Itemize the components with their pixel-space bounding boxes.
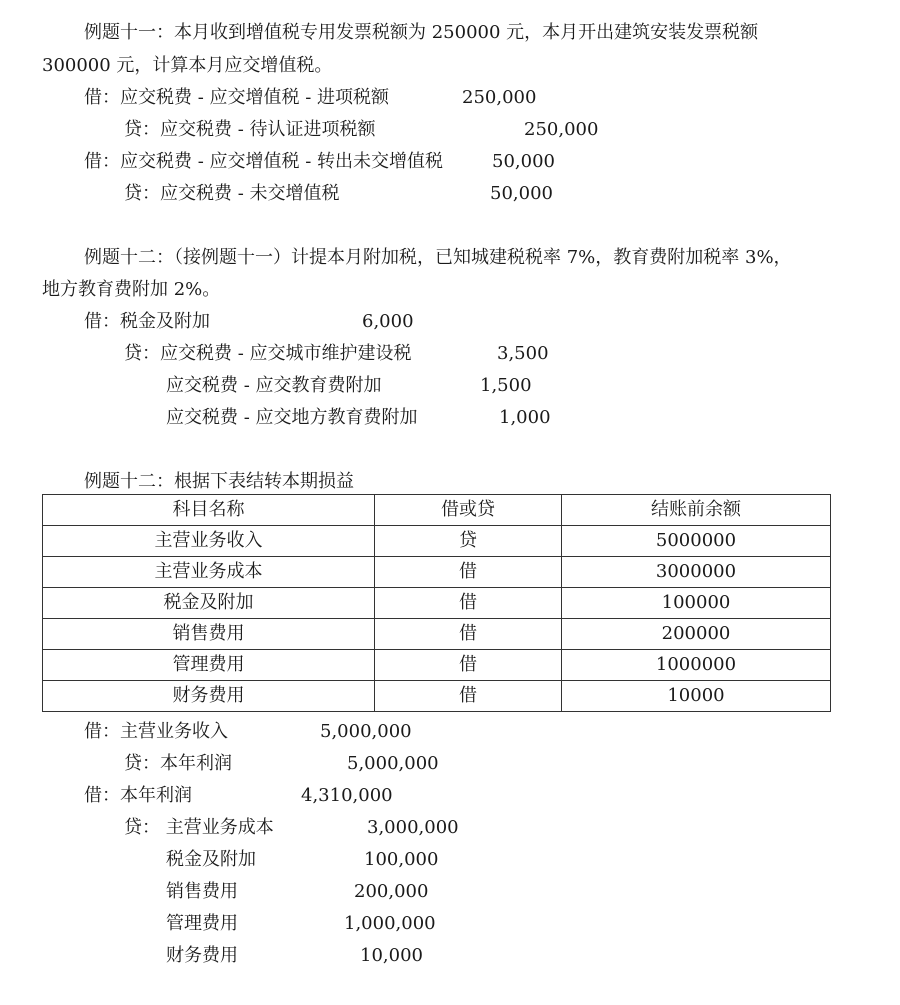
ex12b-entry-label: 财务费用 (166, 945, 238, 966)
cell-account: 销售费用 (43, 619, 375, 650)
ex12b-entry-amount: 5,000,000 (320, 721, 412, 742)
ex12a-entry-label: 应交税费 - 应交地方教育费附加 (166, 407, 418, 428)
ex12b-entry-label: 管理费用 (166, 913, 238, 934)
ex11-question-line1: 例题十一：本月收到增值税专用发票税额为 250000 元，本月开出建筑安装发票税额 (84, 22, 759, 43)
ex12a-question-line1: 例题十二：（接例题十一）计提本月附加税，已知城建税税率 7%，教育费附加税率 3%， (84, 247, 792, 268)
ex12a-entry-amount: 1,500 (480, 375, 532, 396)
table-row (43, 557, 831, 588)
ex12b-entry-amount: 100,000 (364, 849, 439, 870)
ex12b-entry-amount: 1,000,000 (344, 913, 436, 934)
col-header-account: 科目名称 (43, 495, 375, 526)
cell-balance: 5000000 (562, 526, 831, 557)
ex12b-entry-amount: 200,000 (354, 881, 429, 902)
cell-balance: 3000000 (562, 557, 831, 588)
ex12b-entry-amount: 5,000,000 (347, 753, 439, 774)
cell-account: 主营业务收入 (43, 526, 375, 557)
table-header-row (43, 495, 831, 526)
ex12a-entry-amount: 1,000 (499, 407, 551, 428)
ex12a-entry-label: 应交税费 - 应交教育费附加 (166, 375, 382, 396)
table-row (43, 650, 831, 681)
ex11-entry-amount: 50,000 (492, 151, 555, 172)
ex12b-entry-amount: 3,000,000 (367, 817, 459, 838)
cell-account: 税金及附加 (43, 588, 375, 619)
cell-direction: 借 (375, 588, 562, 619)
ex12b-entry-label: 借：本年利润 (84, 785, 192, 806)
ex12b-entry-label: 贷：本年利润 (124, 753, 232, 774)
col-header-direction: 借或贷 (375, 495, 562, 526)
ex11-entry-label: 贷：应交税费 - 未交增值税 (124, 183, 340, 204)
cell-balance: 100000 (562, 588, 831, 619)
ex12b-entry-label: 贷： 主营业务成本 (124, 817, 274, 838)
ex11-entry-amount: 250,000 (524, 119, 599, 140)
ex12a-entry-label: 借：税金及附加 (84, 311, 210, 332)
ex11-entry-amount: 250,000 (462, 87, 537, 108)
ex11-question-line2: 300000 元，计算本月应交增值税。 (42, 55, 333, 76)
ex12b-title: 例题十二：根据下表结转本期损益 (84, 471, 354, 492)
ex12a-entry-amount: 3,500 (497, 343, 549, 364)
table-row (43, 681, 831, 712)
col-header-balance: 结账前余额 (562, 495, 831, 526)
cell-balance: 1000000 (562, 650, 831, 681)
table-row (43, 588, 831, 619)
table-row (43, 526, 831, 557)
cell-balance: 200000 (562, 619, 831, 650)
ex11-entry-label: 贷：应交税费 - 待认证进项税额 (124, 119, 376, 140)
ex12b-entry-label: 税金及附加 (166, 849, 256, 870)
ex12b-entry-label: 借：主营业务收入 (84, 721, 228, 742)
cell-direction: 借 (375, 619, 562, 650)
ex12a-question-line2: 地方教育费附加 2%。 (42, 279, 221, 300)
cell-account: 财务费用 (43, 681, 375, 712)
ex12b-entry-label: 销售费用 (166, 881, 238, 902)
cell-direction: 借 (375, 650, 562, 681)
balance-table (42, 494, 831, 712)
ex11-entry-label: 借：应交税费 - 应交增值税 - 进项税额 (84, 87, 390, 108)
cell-balance: 10000 (562, 681, 831, 712)
ex11-entry-amount: 50,000 (490, 183, 553, 204)
ex11-entry-label: 借：应交税费 - 应交增值税 - 转出未交增值税 (84, 151, 444, 172)
ex12a-entry-label: 贷：应交税费 - 应交城市维护建设税 (124, 343, 412, 364)
cell-direction: 借 (375, 681, 562, 712)
ex12b-entry-amount: 4,310,000 (301, 785, 393, 806)
cell-direction: 贷 (375, 526, 562, 557)
cell-account: 管理费用 (43, 650, 375, 681)
cell-direction: 借 (375, 557, 562, 588)
table-row (43, 619, 831, 650)
cell-account: 主营业务成本 (43, 557, 375, 588)
ex12b-entry-amount: 10,000 (360, 945, 423, 966)
ex12a-entry-amount: 6,000 (362, 311, 414, 332)
